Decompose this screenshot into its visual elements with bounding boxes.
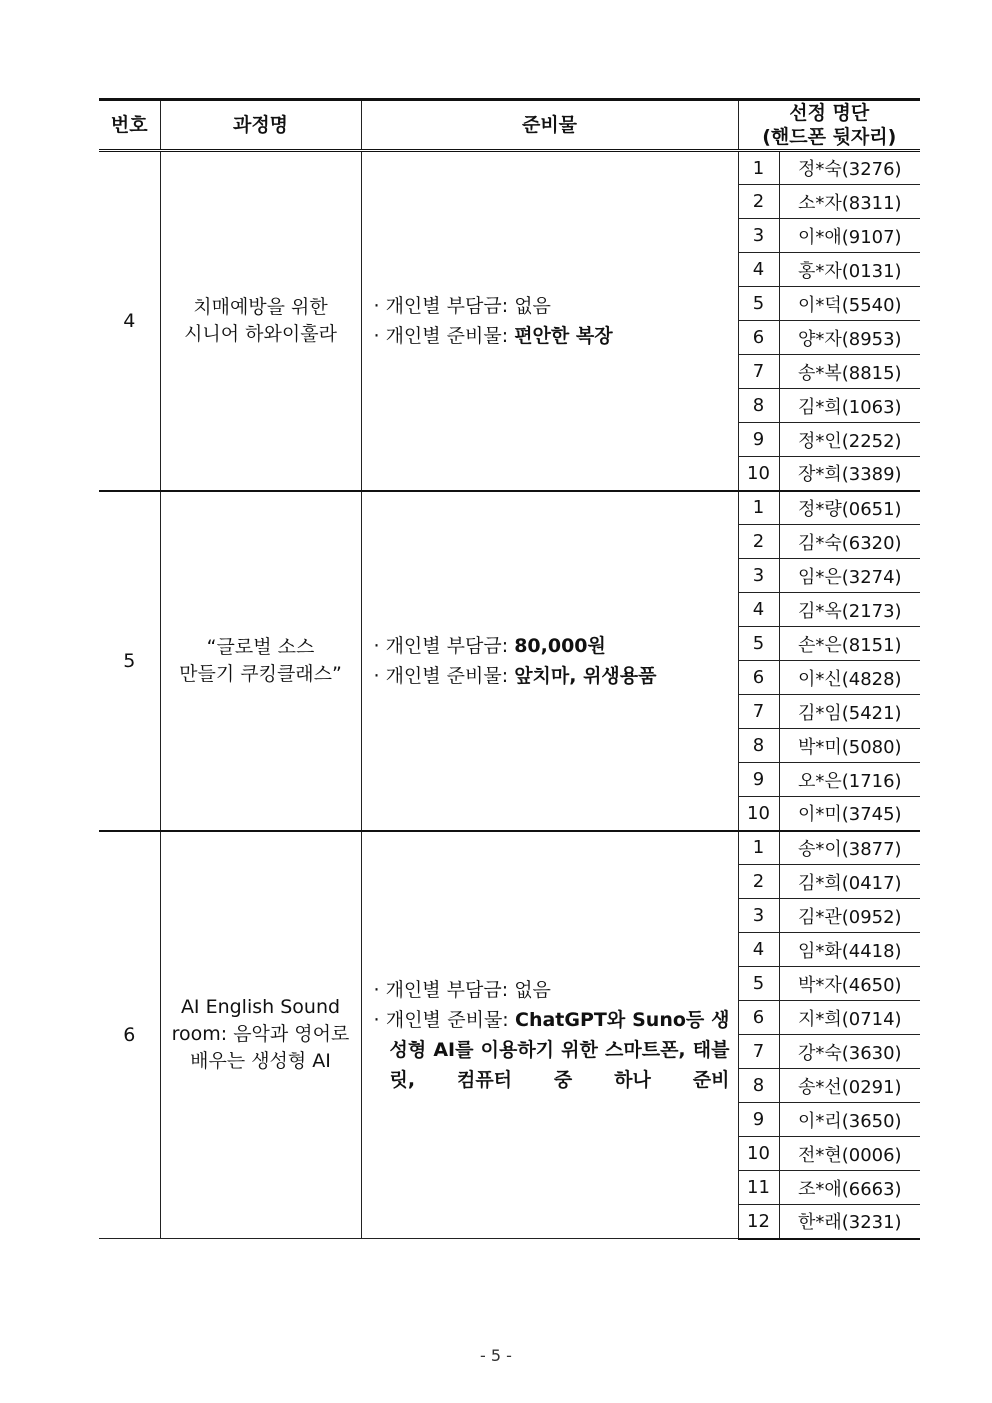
course-name-line: 배우는 생성형 AI — [190, 1050, 331, 1073]
member-index: 9 — [738, 1103, 779, 1137]
member-name: 임*은(3274) — [779, 559, 920, 593]
preparation-cell — [361, 151, 738, 491]
member-index: 2 — [738, 185, 779, 219]
member-index: 6 — [738, 1001, 779, 1035]
preparation-label: · 개인별 준비물: — [373, 324, 515, 347]
member-index: 7 — [738, 695, 779, 729]
member-index: 5 — [738, 627, 779, 661]
selection-table — [99, 98, 920, 1240]
course-name-line: 만들기 쿠킹클래스” — [179, 662, 342, 685]
member-index: 1 — [738, 151, 779, 185]
member-name: 홍*자(0131) — [779, 253, 920, 287]
member-name: 김*임(5421) — [779, 695, 920, 729]
member-index: 10 — [738, 1137, 779, 1171]
member-index: 2 — [738, 525, 779, 559]
member-name: 김*숙(6320) — [779, 525, 920, 559]
course-name-line: 시니어 하와이훌라 — [184, 322, 337, 345]
member-index: 9 — [738, 763, 779, 797]
course-name — [160, 151, 361, 491]
member-name: 김*희(1063) — [779, 389, 920, 423]
member-index: 10 — [738, 797, 779, 831]
member-index: 5 — [738, 287, 779, 321]
member-name: 이*애(9107) — [779, 219, 920, 253]
member-index: 7 — [738, 355, 779, 389]
member-index: 1 — [738, 831, 779, 865]
member-name: 이*신(4828) — [779, 661, 920, 695]
preparation-value: ChatGPT와 Suno등 생성형 AI를 이용하기 위한 스마트폰, 태블릿, 컴퓨터 중 하나 준비 — [389, 1008, 730, 1091]
member-index: 6 — [738, 321, 779, 355]
member-name: 박*자(4650) — [779, 967, 920, 1001]
course-name-line: “글로벌 소스 — [206, 635, 315, 658]
member-index: 5 — [738, 967, 779, 1001]
member-name: 정*량(0651) — [779, 491, 920, 525]
member-name: 손*은(8151) — [779, 627, 920, 661]
member-name: 장*희(3389) — [779, 457, 920, 491]
member-index: 4 — [738, 253, 779, 287]
member-name: 임*화(4418) — [779, 933, 920, 967]
member-index: 3 — [738, 559, 779, 593]
preparation-value: 앞치마, 위생용품 — [514, 664, 657, 687]
member-index: 11 — [738, 1171, 779, 1205]
preparation-item — [374, 291, 730, 321]
member-name: 조*애(6663) — [779, 1171, 920, 1205]
table-row — [99, 151, 920, 185]
member-name: 정*인(2252) — [779, 423, 920, 457]
course-name — [160, 491, 361, 831]
member-name: 김*희(0417) — [779, 865, 920, 899]
member-name: 강*숙(3630) — [779, 1035, 920, 1069]
preparation-label: · 개인별 부담금: — [373, 294, 515, 317]
member-index: 8 — [738, 729, 779, 763]
page-number: - 5 - — [480, 1346, 512, 1365]
course-number: 4 — [99, 151, 160, 491]
header-selection-line2: (핸드폰 뒷자리) — [762, 126, 897, 148]
header-preparation: 준비물 — [361, 100, 738, 151]
preparation-item — [374, 975, 730, 1005]
table-header-row — [99, 100, 920, 151]
member-index: 2 — [738, 865, 779, 899]
course-name-line: AI English Sound — [180, 996, 341, 1019]
member-index: 4 — [738, 593, 779, 627]
member-name: 이*덕(5540) — [779, 287, 920, 321]
header-number: 번호 — [99, 100, 160, 151]
member-name: 박*미(5080) — [779, 729, 920, 763]
table-row — [99, 831, 920, 865]
member-name: 이*리(3650) — [779, 1103, 920, 1137]
member-name: 송*선(0291) — [779, 1069, 920, 1103]
member-name: 한*래(3231) — [779, 1205, 920, 1239]
member-index: 6 — [738, 661, 779, 695]
member-name: 소*자(8311) — [779, 185, 920, 219]
preparation-item — [374, 631, 730, 661]
member-index: 4 — [738, 933, 779, 967]
course-number: 6 — [99, 831, 160, 1239]
member-name: 정*숙(3276) — [779, 151, 920, 185]
member-name: 양*자(8953) — [779, 321, 920, 355]
member-index: 8 — [738, 1069, 779, 1103]
member-index: 10 — [738, 457, 779, 491]
preparation-label: · 개인별 준비물: — [373, 664, 515, 687]
member-name: 전*현(0006) — [779, 1137, 920, 1171]
preparation-label: · 개인별 부담금: — [373, 978, 515, 1001]
preparation-item — [374, 661, 730, 691]
member-index: 3 — [738, 219, 779, 253]
member-name: 이*미(3745) — [779, 797, 920, 831]
member-name: 송*이(3877) — [779, 831, 920, 865]
member-index: 3 — [738, 899, 779, 933]
member-name: 오*은(1716) — [779, 763, 920, 797]
member-index: 1 — [738, 491, 779, 525]
member-index: 12 — [738, 1205, 779, 1239]
course-name — [160, 831, 361, 1239]
member-index: 7 — [738, 1035, 779, 1069]
preparation-label: · 개인별 준비물: — [373, 1008, 516, 1031]
preparation-cell — [361, 491, 738, 831]
member-index: 9 — [738, 423, 779, 457]
course-name-line: 치매예방을 위한 — [193, 295, 328, 318]
member-name: 김*옥(2173) — [779, 593, 920, 627]
preparation-label: · 개인별 부담금: — [373, 634, 515, 657]
member-name: 송*복(8815) — [779, 355, 920, 389]
header-selection-line1: 선정 명단 — [789, 102, 870, 124]
header-selection — [738, 100, 920, 151]
preparation-value: 편안한 복장 — [514, 324, 613, 347]
table-body — [99, 151, 920, 1239]
preparation-cell — [361, 831, 738, 1239]
preparation-item — [374, 321, 730, 351]
course-name-line: room: 음악과 영어로 — [171, 1023, 350, 1046]
preparation-item — [374, 1005, 730, 1095]
header-course: 과정명 — [160, 100, 361, 151]
course-number: 5 — [99, 491, 160, 831]
member-name: 김*관(0952) — [779, 899, 920, 933]
member-name: 지*희(0714) — [779, 1001, 920, 1035]
table-row — [99, 491, 920, 525]
preparation-value: 80,000원 — [514, 634, 606, 657]
preparation-value: 없음 — [514, 978, 551, 1001]
preparation-value: 없음 — [514, 294, 551, 317]
member-index: 8 — [738, 389, 779, 423]
